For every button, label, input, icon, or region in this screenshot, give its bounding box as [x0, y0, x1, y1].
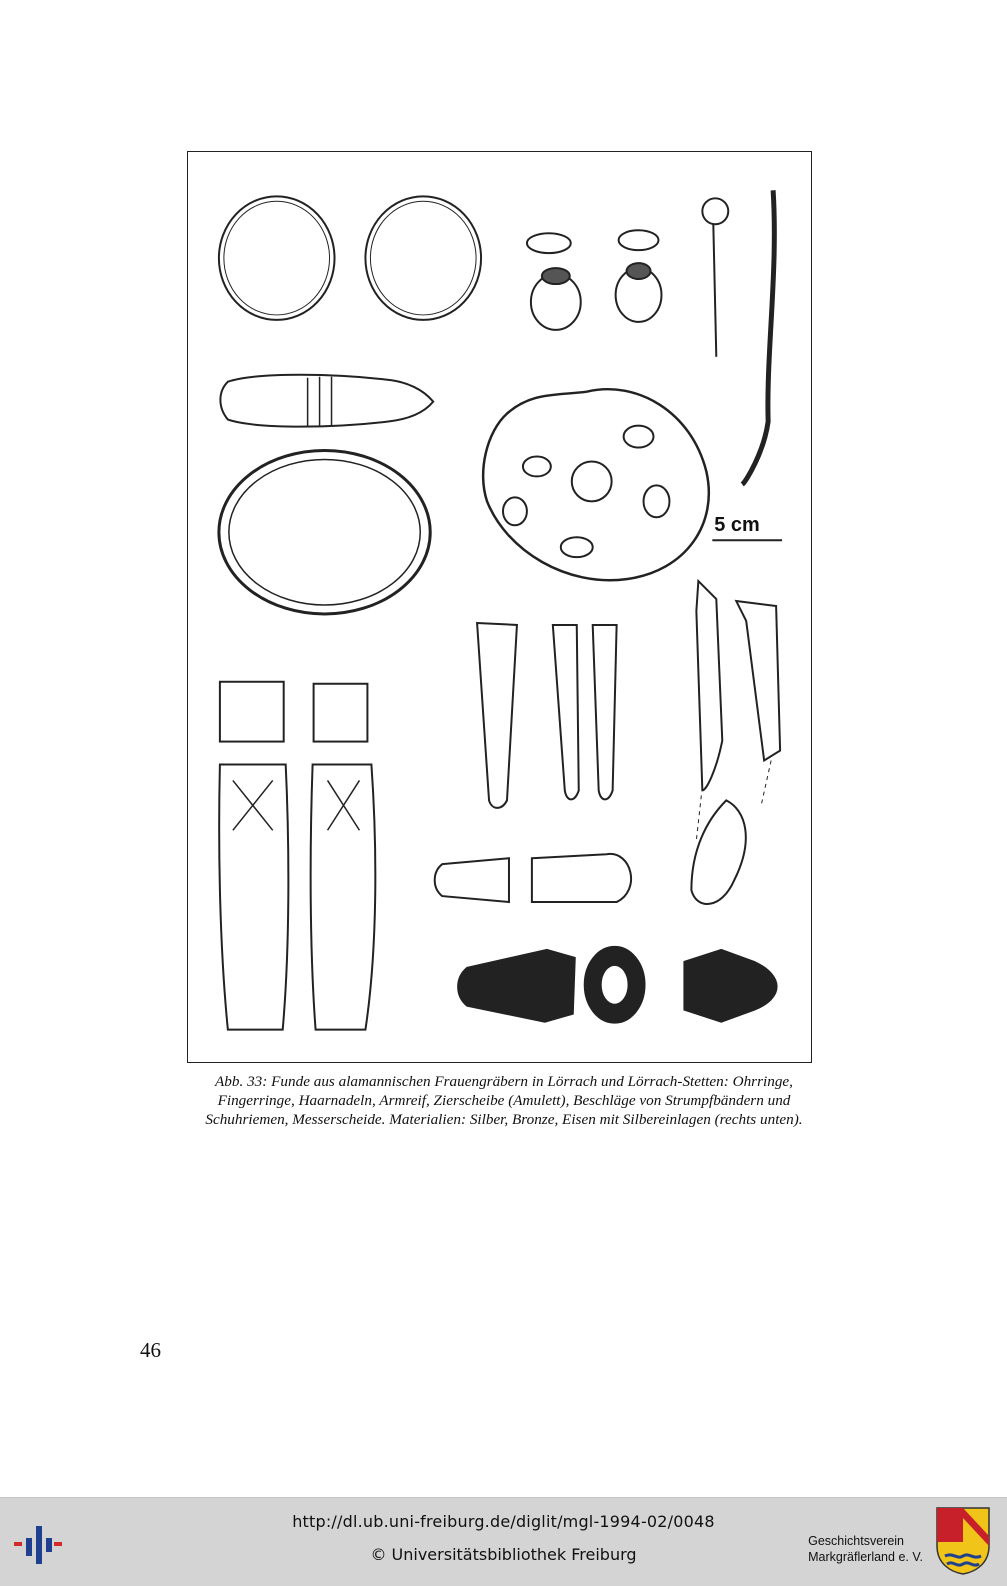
copyright-notice: © Universitätsbibliothek Freiburg [370, 1545, 637, 1564]
garter-fitting-3 [691, 800, 745, 904]
page-number: 46 [140, 1338, 161, 1362]
society-crest-icon [935, 1506, 991, 1576]
caption-line-1: Abb. 33: Funde aus alamannischen Frauengräbern in Lörrach und Lörrach-Stetten: Ohrringe, [215, 1073, 793, 1090]
society-name [808, 1533, 923, 1565]
figure-caption [148, 1072, 860, 1129]
inlay-fitting-1 [458, 950, 575, 1022]
society-line-1: Geschichtsverein [808, 1534, 904, 1548]
caption-line-3: Schuhriemen, Messerscheide. Materialien: Silber, Bronze, Eisen mit Silbereinlagen (rechts unten). [205, 1111, 803, 1128]
inlay-fitting-2 [684, 950, 776, 1022]
plate-2 [314, 684, 368, 742]
hair-pin-1 [713, 224, 716, 357]
strap-end-1 [477, 623, 517, 808]
garter-fitting-2 [736, 601, 780, 760]
buckle-plate-1 [435, 858, 509, 902]
permalink-url[interactable]: http://dl.ub.uni-freiburg.de/diglit/mgl-1994-02/0048 [292, 1512, 715, 1531]
society-line-2: Markgräflerland e. V. [808, 1550, 923, 1564]
plate-1 [220, 682, 284, 742]
bracelet [219, 451, 430, 614]
artifact-figure [187, 151, 812, 1063]
strap-end-2 [553, 625, 579, 799]
hair-pin-2 [742, 190, 774, 484]
artifact-drawing [188, 152, 811, 1062]
strap-end-3 [593, 625, 617, 799]
buckle-plate-2 [532, 854, 631, 902]
scale-label: 5 cm [714, 514, 760, 537]
viewer-footer [0, 1497, 1007, 1586]
earring-left [219, 196, 335, 320]
earring-right [365, 196, 481, 320]
garter-fitting-1 [696, 581, 722, 790]
hair-pin-head [702, 198, 728, 224]
bracelet-clasp [220, 375, 433, 427]
caption-line-2: Fingerringe, Haarnadeln, Armreif, Zierscheibe (Amulett), Beschläge von Strumpfbändern und [217, 1092, 791, 1109]
